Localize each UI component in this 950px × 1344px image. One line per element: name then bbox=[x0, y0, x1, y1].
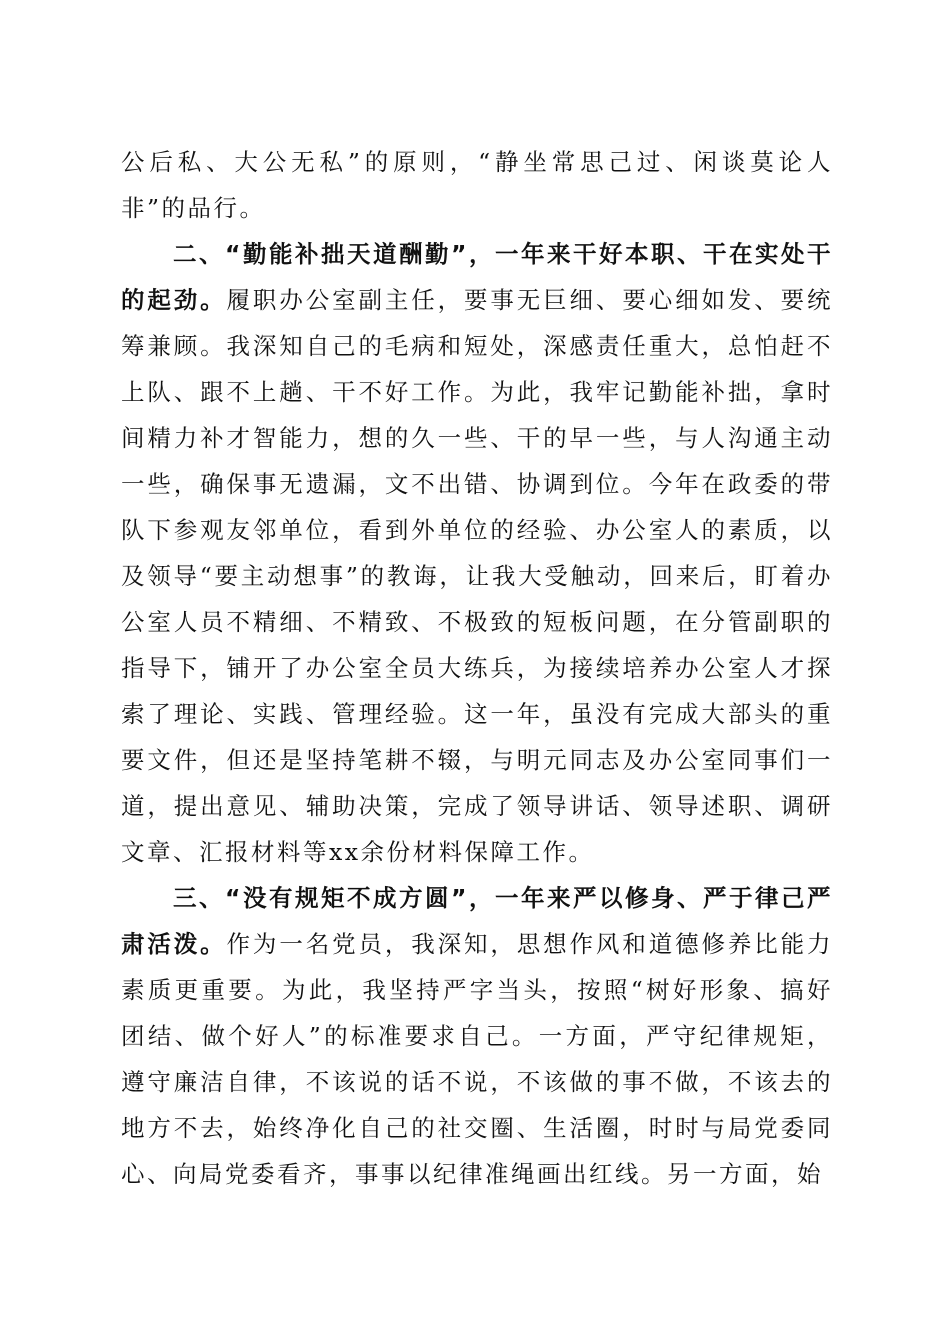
section-heading: 二、“勤能补拙天道酬勤”，一年来干好本职、干在实处干的起劲。 bbox=[121, 240, 833, 314]
document-body bbox=[121, 139, 833, 1197]
paragraph-body: 公后私、大公无私”的原则，“静坐常思己过、闲谈莫论人非”的品行。 bbox=[121, 148, 833, 222]
paragraph-section-three bbox=[121, 875, 833, 1197]
paragraph-section-two bbox=[121, 231, 833, 875]
paragraph-body: 履职办公室副主任，要事无巨细、要心细如发、要统筹兼顾。我深知自己的毛病和短处，深感责任重大，总怕赶不上队、跟不上趟、干不好工作。为此，我牢记勤能补拙，拿时间精力补才智能力，想的久一些、干的早一些，与人沟通主动一些，确保事无遗漏，文不出错、协调到位。今年在政委的带队下参观友邻单位，看到外单位的经验、办公室人的素质，以及领导“要主动想事”的教诲，让我大受触动，回来后，盯着办公室人员不精细、不精致、不极致的短板问题，在分管副职的指导下，铺开了办公室全员大练兵，为接续培养办公室人才探索了理论、实践、管理经验。这一年，虽没有完成大部头的重要文件，但还是坚持笔耕不辍，与明元同志及办公室同事们一道，提出意见、辅助决策，完成了领导讲话、领导述职、调研文章、汇报材料等xx余份材料保障工作。 bbox=[121, 286, 834, 866]
section-heading: 三、“没有规矩不成方圆”，一年来严以修身、严于律己严肃活泼。 bbox=[121, 884, 833, 958]
paragraph-body: 作为一名党员，我深知，思想作风和道德修养比能力素质更重要。为此，我坚持严字当头，按照“树好形象、搞好团结、做个好人”的标准要求自己。一方面，严守纪律规矩，遵守廉洁自律，不该说的话不说，不该做的事不做，不该去的地方不去，始终净化自己的社交圈、生活圈，时时与局党委同心、向局党委看齐，事事以纪律准绳画出红线。另一方面，始 bbox=[121, 930, 834, 1188]
paragraph-continuation bbox=[121, 139, 833, 231]
